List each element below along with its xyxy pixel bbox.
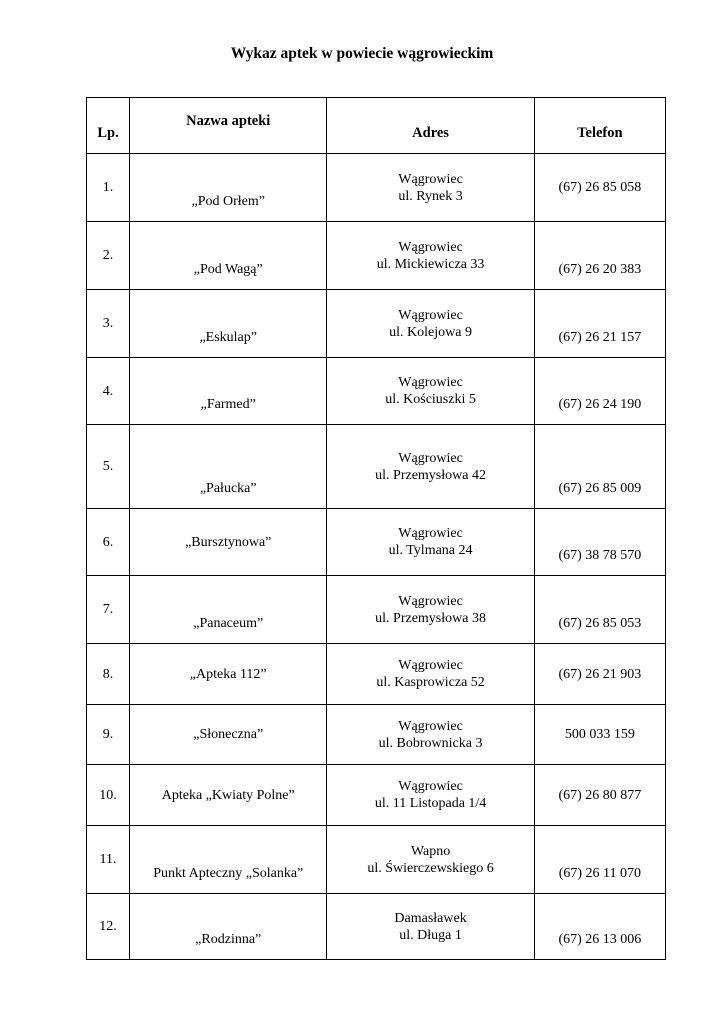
- address-city: Wapno: [410, 843, 451, 859]
- address-street: ul. Kościuszki 5: [385, 392, 476, 407]
- row-number: 9.: [87, 705, 130, 765]
- pharmacy-address: [327, 644, 534, 705]
- pharmacy-phone: 500 033 159: [534, 705, 665, 765]
- pharmacy-name: „Apteka 112”: [130, 644, 327, 705]
- pharmacy-phone: (67) 26 85 009: [534, 425, 665, 509]
- pharmacy-phone: (67) 26 85 053: [534, 576, 665, 644]
- row-number: 6.: [87, 509, 130, 576]
- pharmacy-name: Punkt Apteczny „Solanka”: [130, 826, 327, 894]
- pharmacy-name: „Bursztynowa”: [130, 509, 327, 576]
- table-row: [87, 154, 666, 222]
- row-number: 5.: [87, 425, 130, 509]
- table-row: [87, 894, 666, 960]
- pharmacy-address: [327, 576, 534, 644]
- pharmacy-address: [327, 509, 534, 576]
- address-city: Wągrowiec: [398, 718, 463, 734]
- table-row: [87, 425, 666, 509]
- pharmacy-phone: (67) 26 85 058: [534, 154, 665, 222]
- table-body: [87, 154, 666, 960]
- pharmacy-phone: (67) 26 13 006: [534, 894, 665, 960]
- header-address: Adres: [327, 98, 534, 154]
- row-number: 2.: [87, 222, 130, 290]
- pharmacy-address: [327, 765, 534, 826]
- pharmacy-address: [327, 705, 534, 765]
- address-street: ul. Przemysłowa 42: [375, 467, 486, 483]
- address-city: Wągrowiec: [398, 779, 463, 794]
- pharmacy-phone: (67) 26 21 903: [534, 644, 665, 705]
- address-street: ul. Przemysłowa 38: [375, 610, 486, 626]
- address-city: Wągrowiec: [398, 307, 463, 323]
- address-street: ul. Długa 1: [399, 927, 462, 943]
- pharmacy-name: „Rodzinna”: [130, 894, 327, 960]
- address-street: ul. Kasprowicza 52: [376, 675, 485, 690]
- row-number: 3.: [87, 290, 130, 358]
- address-city: Wągrowiec: [398, 593, 463, 609]
- page-title: Wykaz aptek w powiecie wągrowieckim: [230, 45, 494, 62]
- table-row: [87, 358, 666, 425]
- table-row: [87, 705, 666, 765]
- pharmacy-name: „Panaceum”: [130, 576, 327, 644]
- pharmacy-phone: (67) 26 20 383: [534, 222, 665, 290]
- pharmacy-name: „Pałucka”: [130, 425, 327, 509]
- table-row: [87, 222, 666, 290]
- pharmacy-phone: (67) 26 24 190: [534, 358, 665, 425]
- header-phone: Telefon: [534, 98, 665, 154]
- pharmacy-phone: (67) 26 21 157: [534, 290, 665, 358]
- address-city: Wągrowiec: [398, 526, 463, 541]
- header-name: Nazwa apteki: [130, 98, 327, 154]
- table-row: [87, 644, 666, 705]
- row-number: 8.: [87, 644, 130, 705]
- table-row: [87, 509, 666, 576]
- address-city: Wągrowiec: [398, 375, 463, 390]
- pharmacy-table: [86, 97, 666, 960]
- address-city: Wągrowiec: [398, 239, 463, 255]
- pharmacy-phone: (67) 26 80 877: [534, 765, 665, 826]
- pharmacy-name: „Pod Wagą”: [130, 222, 327, 290]
- table-row: [87, 826, 666, 894]
- pharmacy-name: „Słoneczna”: [130, 705, 327, 765]
- address-street: ul. Kolejowa 9: [389, 324, 472, 340]
- header-lp: Lp.: [87, 98, 130, 154]
- address-street: ul. Rynek 3: [398, 188, 463, 204]
- pharmacy-address: [327, 894, 534, 960]
- row-number: 12.: [87, 894, 130, 960]
- row-number: 11.: [87, 826, 130, 894]
- pharmacy-phone: (67) 38 78 570: [534, 509, 665, 576]
- pharmacy-address: [327, 826, 534, 894]
- address-city: Wągrowiec: [398, 171, 463, 187]
- pharmacy-name: Apteka „Kwiaty Polne”: [130, 765, 327, 826]
- address-city: Damasławek: [394, 910, 467, 926]
- pharmacy-address: [327, 222, 534, 290]
- table-header-row: [87, 98, 666, 154]
- address-street: ul. Tylmana 24: [388, 543, 473, 558]
- address-street: ul. Świerczewskiego 6: [367, 860, 494, 876]
- row-number: 10.: [87, 765, 130, 826]
- address-city: Wągrowiec: [398, 450, 463, 466]
- address-street: ul. Mickiewicza 33: [376, 256, 485, 272]
- table-row: [87, 576, 666, 644]
- address-city: Wągrowiec: [398, 658, 463, 673]
- pharmacy-phone: (67) 26 11 070: [534, 826, 665, 894]
- row-number: 7.: [87, 576, 130, 644]
- pharmacy-address: [327, 425, 534, 509]
- pharmacy-name: „Pod Orłem”: [130, 154, 327, 222]
- address-street: ul. Bobrownicka 3: [378, 735, 483, 751]
- pharmacy-name: „Eskulap”: [130, 290, 327, 358]
- table-row: [87, 765, 666, 826]
- pharmacy-address: [327, 290, 534, 358]
- pharmacy-address: [327, 154, 534, 222]
- pharmacy-name: „Farmed”: [130, 358, 327, 425]
- address-street: ul. 11 Listopada 1/4: [374, 796, 487, 811]
- row-number: 1.: [87, 154, 130, 222]
- pharmacy-address: [327, 358, 534, 425]
- row-number: 4.: [87, 358, 130, 425]
- table-row: [87, 290, 666, 358]
